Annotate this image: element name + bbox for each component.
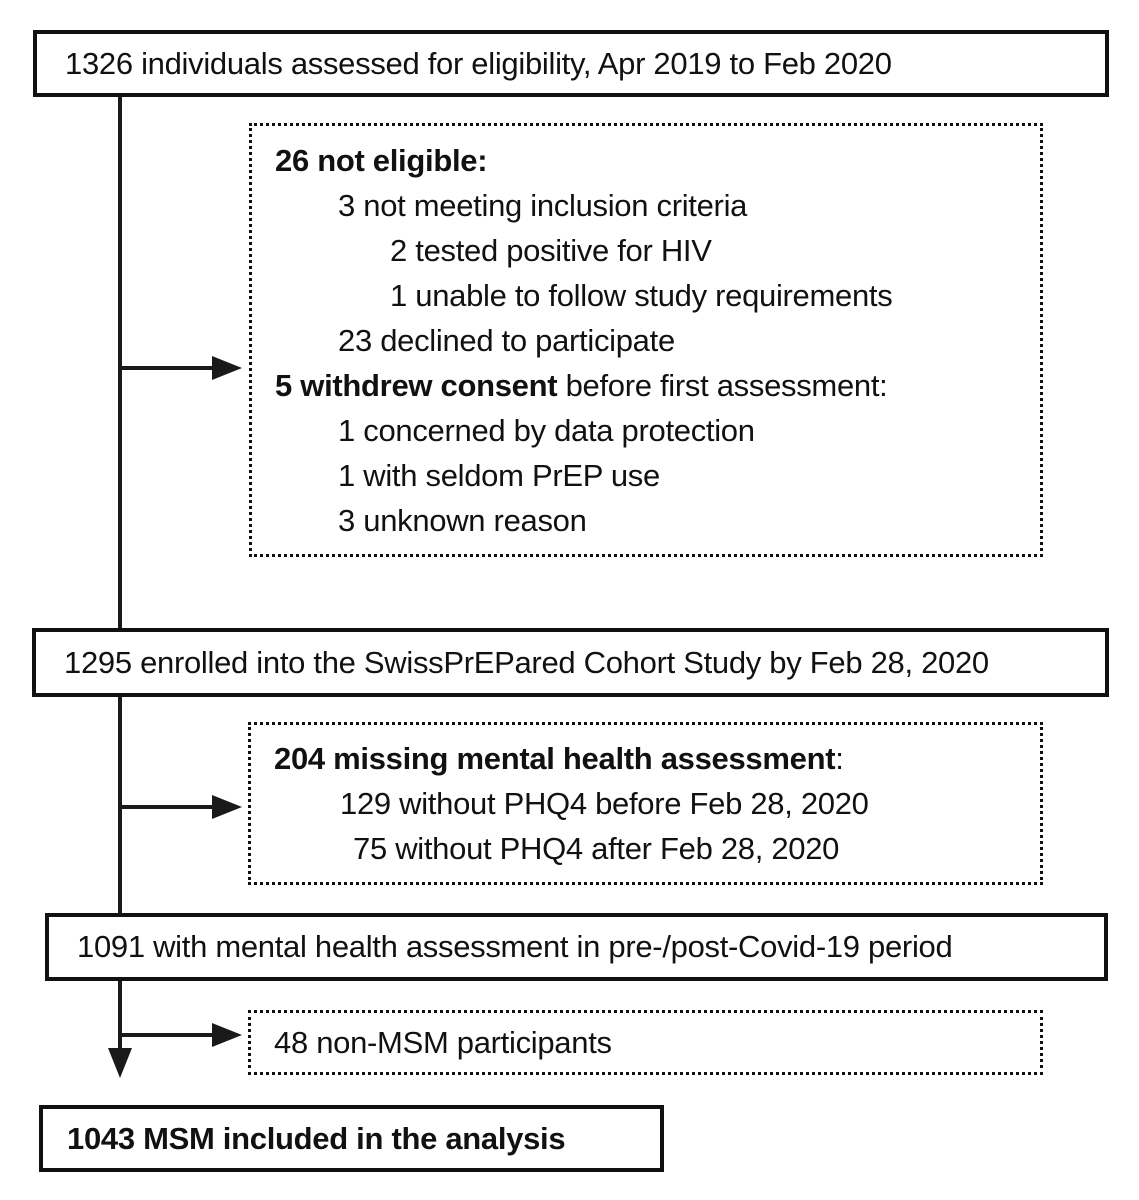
- arrowhead-right-icon-1: [212, 356, 242, 380]
- box-missing-assessment-exclusions: [248, 722, 1043, 885]
- exclusion-line: 204 missing mental health assessment:: [274, 741, 844, 776]
- exclusion-line: 3 not meeting inclusion criteria: [338, 188, 748, 223]
- box-assessed-text: 1326 individuals assessed for eligibility, Apr 2019 to Feb 2020: [65, 45, 892, 81]
- arrowhead-right-icon-3: [212, 1023, 242, 1047]
- exclusion-line: 23 declined to participate: [338, 323, 675, 358]
- exclusion-line: 1 unable to follow study requirements: [390, 278, 893, 313]
- box-not-eligible-exclusions: [249, 123, 1043, 557]
- box-with-assessment-text: 1091 with mental health assessment in pre-/post-Covid-19 period: [77, 929, 953, 964]
- arrowhead-down-icon: [108, 1048, 132, 1078]
- box-included-text: 1043 MSM included in the analysis: [67, 1120, 566, 1156]
- connector-vertical-line-3: [118, 981, 122, 1050]
- non-msm-text: 48 non-MSM participants: [274, 1024, 612, 1060]
- box-assessed-for-eligibility: [33, 30, 1109, 97]
- arrowhead-right-icon-2: [212, 795, 242, 819]
- exclusion-line: 3 unknown reason: [338, 503, 587, 538]
- connector-branch-line-2: [120, 805, 212, 809]
- box-non-msm-exclusion: [248, 1010, 1043, 1075]
- box-with-assessment: [45, 913, 1108, 981]
- box-enrolled-text: 1295 enrolled into the SwissPrEPared Cohort Study by Feb 28, 2020: [64, 644, 989, 680]
- exclusion-line: 26 not eligible:: [275, 143, 488, 178]
- exclusion-line: 75 without PHQ4 after Feb 28, 2020: [353, 831, 840, 866]
- exclusion-line: 1 with seldom PrEP use: [338, 458, 660, 493]
- connector-vertical-line-1: [118, 97, 122, 628]
- connector-branch-line-1: [120, 366, 212, 370]
- box-enrolled: [32, 628, 1109, 697]
- exclusion-line: 5 withdrew consent before first assessment:: [275, 368, 888, 403]
- exclusion-line: 2 tested positive for HIV: [390, 233, 712, 268]
- box-included-in-analysis: [39, 1105, 664, 1172]
- connector-branch-line-3: [120, 1033, 212, 1037]
- exclusion-line: 129 without PHQ4 before Feb 28, 2020: [340, 786, 869, 821]
- exclusion-line: 1 concerned by data protection: [338, 413, 755, 448]
